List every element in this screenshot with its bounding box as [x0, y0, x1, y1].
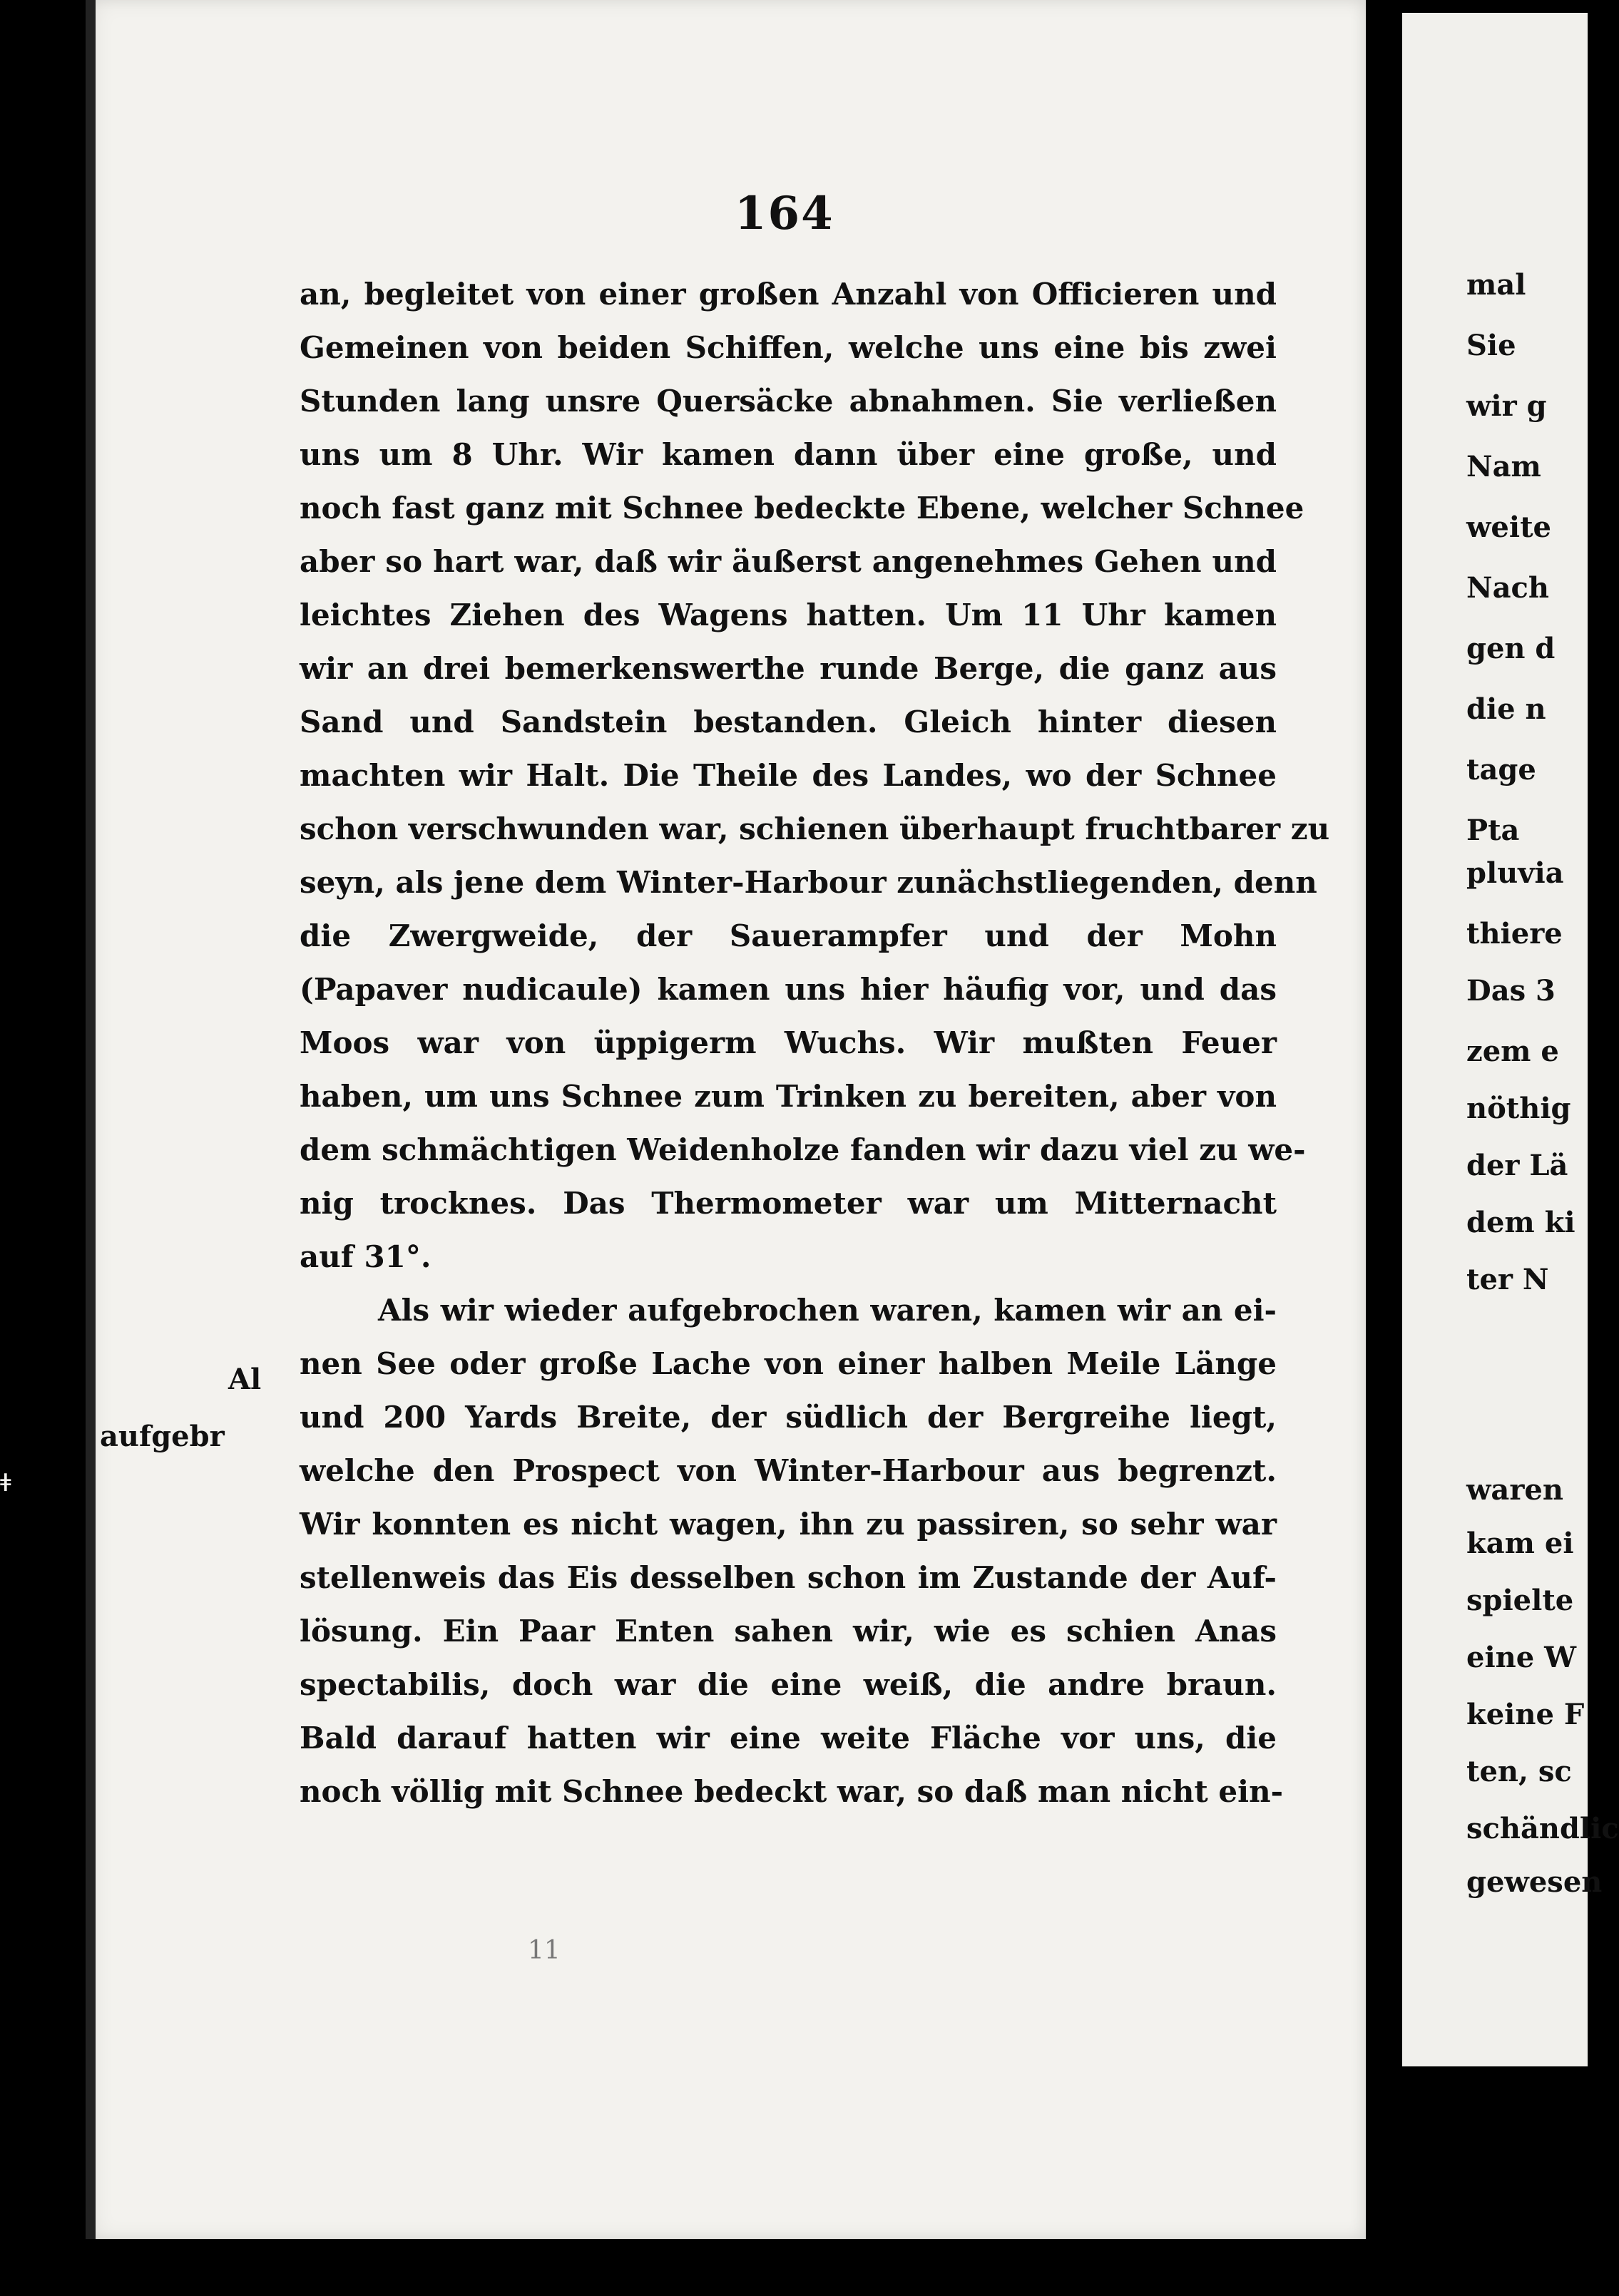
facing-page-line: pluvia	[1466, 856, 1564, 890]
facing-page-line: der Lä	[1466, 1149, 1568, 1182]
facing-page-line: ter N	[1466, 1263, 1549, 1296]
text-line: dem schmächtigen Weidenholze fanden wir dazu viel zu we-	[300, 1132, 1306, 1167]
text-line: seyn, als jene dem Winter-Harbour zunächstliegenden, denn	[300, 865, 1317, 900]
facing-page-line: gewesen	[1466, 1865, 1603, 1899]
text-line: aber so hart war, daß wir äußerst angenehmes Gehen und	[300, 544, 1277, 579]
text-line: Stunden lang unsre Quersäcke abnahmen. Sie verließen	[300, 384, 1277, 419]
facing-page-line: aufgebr	[100, 1420, 225, 1453]
text-line: auf 31°.	[300, 1239, 431, 1274]
book-gutter	[1367, 0, 1402, 2296]
text-line: und 200 Yards Breite, der südlich der Bergreihe liegt,	[300, 1400, 1277, 1435]
facing-page-line: eine W	[1466, 1641, 1577, 1674]
text-line: Sand und Sandstein bestanden. Gleich hinter diesen	[300, 704, 1277, 739]
text-line: uns um 8 Uhr. Wir kamen dann über eine große, und	[300, 437, 1277, 472]
facing-page-line: Al	[228, 1363, 262, 1396]
facing-page-line: weite	[1466, 511, 1552, 544]
text-line: nig trocknes. Das Thermometer war um Mitternacht	[300, 1186, 1277, 1221]
text-line: (Papaver nudicaule) kamen uns hier häufig vor, und das	[300, 972, 1277, 1007]
text-line: lösung. Ein Paar Enten sahen wir, wie es schien Anas	[300, 1614, 1277, 1649]
text-line: noch fast ganz mit Schnee bedeckte Ebene, welcher Schnee	[300, 491, 1304, 526]
text-line: machten wir Halt. Die Theile des Landes, wo der Schnee	[300, 758, 1277, 793]
text-line: Wir konnten es nicht wagen, ihn zu passiren, so sehr war	[300, 1507, 1277, 1542]
text-line: Moos war von üppigerm Wuchs. Wir mußten Feuer	[300, 1025, 1277, 1060]
text-line: stellenweis das Eis desselben schon im Zustande der Auf-	[300, 1560, 1277, 1595]
facing-page-line: wir g	[1466, 389, 1547, 423]
facing-page-line: spielte	[1466, 1584, 1574, 1617]
facing-page-line: waren	[1466, 1473, 1563, 1507]
text-line: wir an drei bemerkenswerthe runde Berge, die ganz aus	[300, 651, 1277, 686]
footer-mark: 11	[528, 1936, 561, 1965]
text-line: Als wir wieder aufgebrochen waren, kamen wir an ei-	[378, 1293, 1277, 1328]
text-line: haben, um uns Schnee zum Trinken zu bereiten, aber von	[300, 1079, 1277, 1114]
facing-page-line: Sie	[1466, 329, 1516, 362]
text-line: an, begleitet von einer großen Anzahl von Officieren und	[300, 277, 1277, 312]
text-line: Bald darauf hatten wir eine weite Fläche vor uns, die	[300, 1721, 1277, 1756]
facing-page-line: mal	[1466, 268, 1526, 302]
page-number: 164	[735, 187, 834, 240]
facing-page-line: ten, sc	[1466, 1755, 1572, 1788]
text-line: Gemeinen von beiden Schiffen, welche uns eine bis zwei	[300, 330, 1277, 365]
facing-page-line: gen d	[1466, 632, 1556, 665]
facing-page-line: tage	[1466, 753, 1536, 786]
text-line: die Zwergweide, der Sauerampfer und der Mohn	[300, 918, 1277, 953]
text-line: spectabilis, doch war die eine weiß, die andre braun.	[300, 1667, 1277, 1702]
facing-page-line: thiere	[1466, 917, 1563, 950]
facing-page-line: die n	[1466, 692, 1546, 726]
facing-page-line: nöthig	[1466, 1092, 1571, 1125]
facing-page-line: Nam	[1466, 450, 1541, 483]
text-line: leichtes Ziehen des Wagens hatten. Um 11 Uhr kamen	[300, 598, 1277, 632]
page-body	[300, 267, 1330, 1818]
text-line: schon verschwunden war, schienen überhaupt fruchtbarer zu	[300, 811, 1330, 846]
facing-page-line: Das 3	[1466, 974, 1556, 1008]
facing-page-line: Nach	[1466, 571, 1549, 605]
facing-page-line: schändlic	[1466, 1812, 1619, 1845]
facing-page-line: keine F	[1466, 1698, 1585, 1731]
text-line: noch völlig mit Schnee bedeckt war, so daß man nicht ein-	[300, 1774, 1284, 1809]
facing-page-line: dem ki	[1466, 1206, 1575, 1239]
facing-page-line: kam ei	[1466, 1527, 1574, 1560]
text-line: welche den Prospect von Winter-Harbour aus begrenzt.	[300, 1453, 1277, 1488]
margin-mark: ǂ	[0, 1469, 11, 1497]
facing-page-line: Pta	[1466, 814, 1520, 847]
text-line: nen See oder große Lache von einer halben Meile Länge	[300, 1346, 1277, 1381]
facing-page-line: zem e	[1466, 1035, 1559, 1068]
